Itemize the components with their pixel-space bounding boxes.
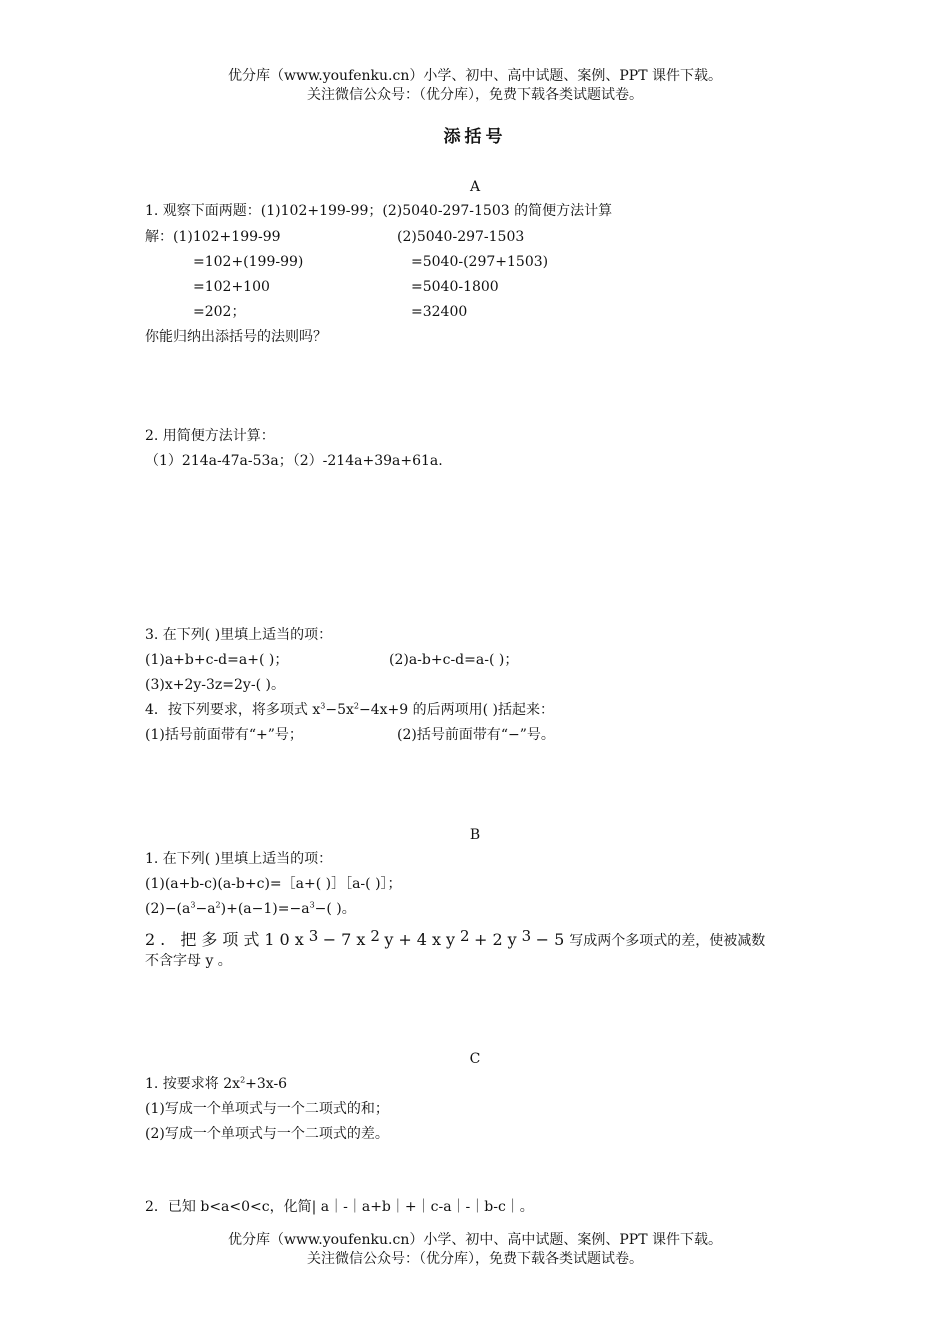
a-q1-left-4: =202；: [193, 304, 246, 320]
a-q4-item-2: (2)括号前面带有“−”号。: [397, 727, 555, 743]
footer-line-2: 关注微信公众号：（优分库），免费下载各类试题试卷。: [307, 1251, 643, 1267]
page-title: 添括号: [443, 127, 507, 147]
a-q1-right-3: =5040-1800: [411, 279, 499, 295]
c-q1-item-2: (2)写成一个单项式与一个二项式的差。: [145, 1126, 389, 1142]
a-q1-left-2: =102+(199-99): [193, 254, 304, 270]
a-q1-left-3: =102+100: [193, 279, 270, 295]
section-a-label: A: [469, 179, 481, 195]
section-b-label: B: [469, 827, 481, 843]
b-q1-prompt: 1. 在下列( )里填上适当的项：: [145, 851, 333, 867]
b-q2-line-1: 2. 把多项式10x3 −7x2 y+4xy2 +2y3 −5写成两个多项式的差，使被减数: [145, 927, 766, 949]
a-q1-prompt: 1. 观察下面两题：(1)102+199-99；(2)5040-297-1503 的简便方法计算: [145, 203, 613, 219]
a-q2-prompt: 2. 用简便方法计算：: [145, 428, 275, 444]
a-q4-prompt: 4．按下列要求，将多项式 $x^3-5x^2-4x+9$ 的后两项用( )括起来：: [145, 701, 554, 718]
a-q3-item-3: (3)x+2y-3z=2y-( )。: [145, 677, 285, 693]
b-q1-item-1: (1)(a+b-c)(a-b+c)=［a+( )］［a-( )］；: [145, 876, 402, 892]
a-q4-item-1: (1)括号前面带有“+”号；: [145, 727, 303, 743]
a-q1-left-1: 解：(1)102+199-99: [145, 229, 281, 245]
c-q1-prompt: 1. 按要求将 $2x^2+3x-6$: [145, 1075, 288, 1092]
section-c-label: C: [469, 1051, 481, 1067]
a-q1-right-2: =5040-(297+1503): [411, 254, 549, 270]
header-line-2: 关注微信公众号：（优分库），免费下载各类试题试卷。: [307, 87, 643, 103]
a-q1-right-4: =32400: [411, 304, 468, 320]
a-q3-item-2: (2)a-b+c-d=a-( )；: [389, 652, 519, 668]
a-q2-items: （1）214a-47a-53a；（2）-214a+39a+61a.: [145, 453, 443, 469]
c-q1-item-1: (1)写成一个单项式与一个二项式的和；: [145, 1101, 389, 1117]
a-q3-item-1: (1)a+b+c-d=a+( )；: [145, 652, 289, 668]
c-q2-text: 2．已知 b<a<0<c，化简| a｜-｜a+b｜+｜c-a｜-｜b-c｜。: [145, 1199, 534, 1215]
b-q1-item-2: $(2)-(a^3-a^2)+(a-1)=-a^3-$( )。: [145, 900, 356, 917]
footer-line-1: 优分库（www.youfenku.cn）小学、初中、高中试题、案例、PPT 课件下载。: [227, 1232, 722, 1248]
header-line-1: 优分库（www.youfenku.cn）小学、初中、高中试题、案例、PPT 课件下载。: [227, 68, 722, 84]
b-q2-line-2: 不含字母 y 。: [145, 953, 232, 969]
a-q3-prompt: 3. 在下列( )里填上适当的项：: [145, 627, 333, 643]
a-q1-question: 你能归纳出添括号的法则吗？: [145, 329, 327, 345]
a-q1-right-1: (2)5040-297-1503: [397, 229, 525, 245]
